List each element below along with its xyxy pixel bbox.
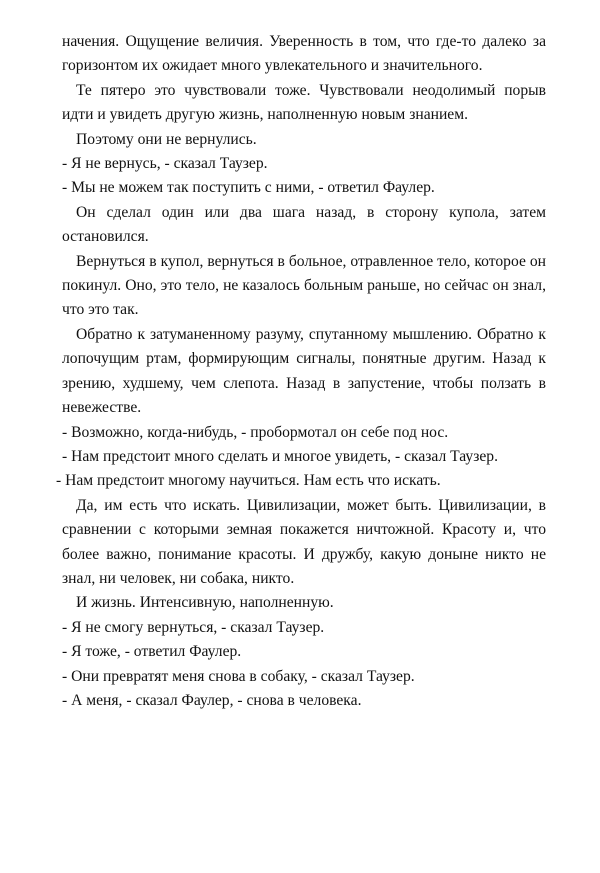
dialog-line-2: - Мы не можем так поступить с ними, - ответил Фаулер. — [62, 179, 435, 197]
paragraph-8: Обратно к затуманенному разуму, спутанному мышлению. Обратно к лопочущим ртам, формирующим сигналы, понятные другим. Назад к зрению, худшему, чем слепота. Назад в запустение, чтобы ползать в невежестве. — [62, 325, 546, 417]
paragraph-6: Он сделал один или два шага назад, в сторону купола, затем остановился. — [62, 203, 546, 246]
dialog-line-7: - Я тоже, - ответил Фаулер. — [62, 643, 242, 661]
dialog-line-1: - Я не вернусь, - сказал Таузер. — [62, 155, 268, 173]
paragraph-3: Поэтому они не вернулись. — [76, 130, 257, 148]
paragraph-12: Да, им есть что искать. Цивилизации, может быть. Цивилизации, в сравнении с которыми земная покажется ничтожной. Красоту и, что более важно, понимание красоты. И дружбу, какую доныне никто не знал, ни человек, ни собака, никто. — [62, 496, 546, 587]
document-page — [56, 30, 546, 713]
dialog-line-8: - Они превратят меня снова в собаку, - сказал Таузер. — [62, 667, 415, 685]
dialog-line-5: - Нам предстоит многому научиться. Нам есть что искать. — [56, 472, 441, 490]
paragraph-2: Те пятеро это чувствовали тоже. Чувствовали неодолимый порыв идти и увидеть другую жизнь, наполненную новым знанием. — [62, 81, 546, 124]
dialog-line-9: - А меня, - сказал Фаулер, - снова в человека. — [62, 691, 362, 709]
dialog-line-6: - Я не смогу вернуться, - сказал Таузер. — [62, 618, 325, 636]
dialog-line-4: - Нам предстоит много сделать и многое увидеть, - сказал Таузер. — [62, 447, 498, 465]
paragraph-13: И жизнь. Интенсивную, наполненную. — [76, 594, 334, 612]
paragraph-1: начения. Ощущение величия. Уверенность в том, что где-то далеко за горизонтом их ожидает много увлекательного и значительного. — [62, 33, 546, 75]
dialog-line-3: - Возможно, когда-нибудь, - пробормотал он себе под нос. — [62, 423, 449, 441]
paragraph-7: Вернуться в купол, вернуться в больное, отравленное тело, которое он покинул. Оно, это тело, не казалось больным раньше, но сейчас он знал, что это так. — [62, 252, 546, 319]
